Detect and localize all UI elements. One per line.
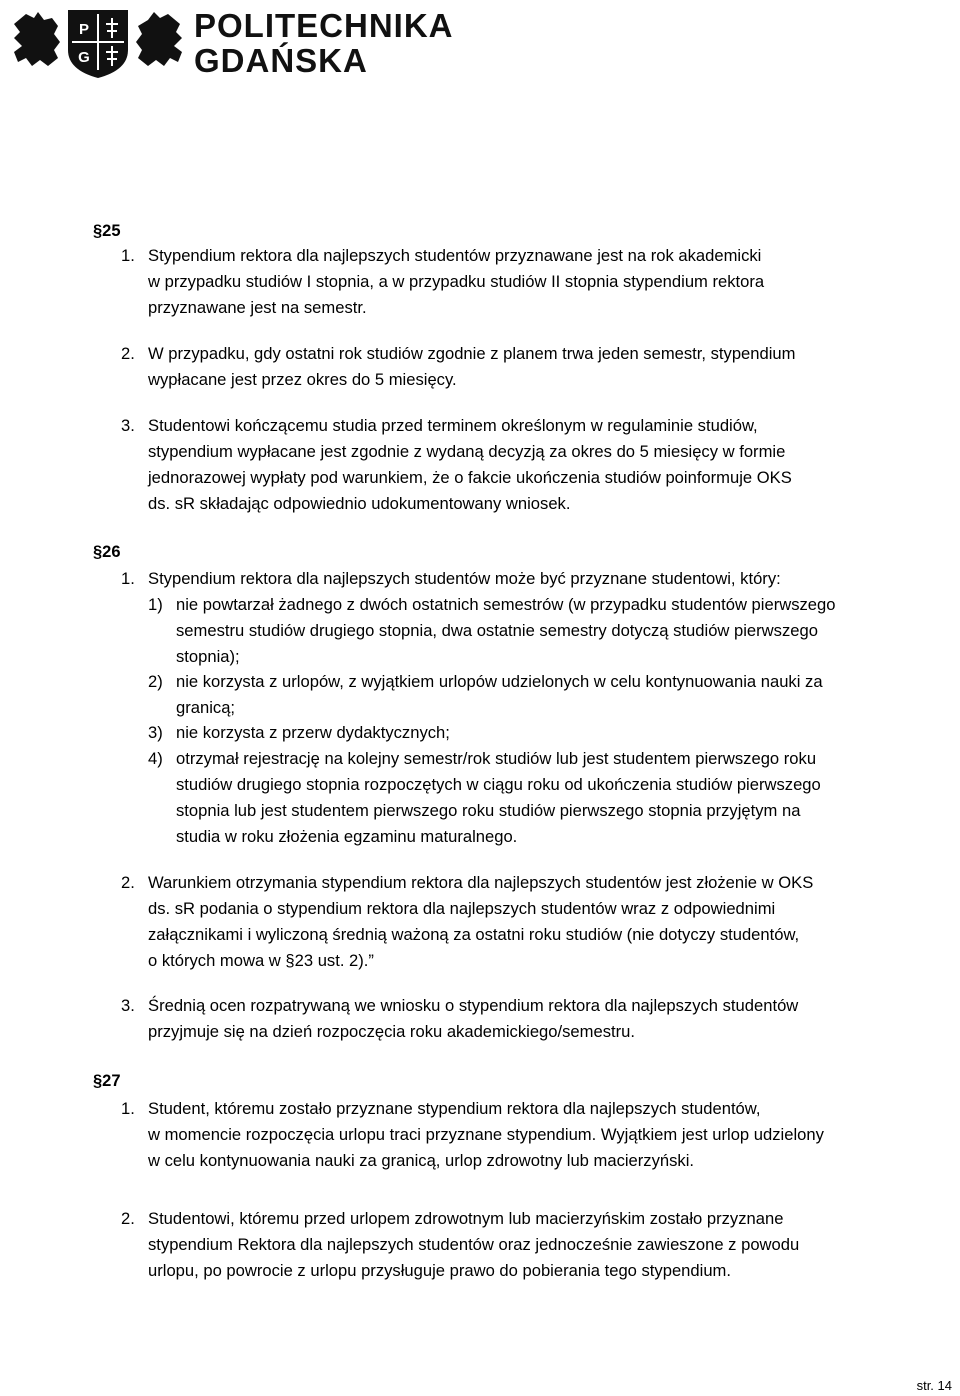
text-line: W przypadku, gdy ostatni rok studiów zgodnie z planem trwa jeden semestr, stypendium [148, 344, 796, 363]
section-heading-27: §27 [93, 1072, 121, 1090]
item-text [176, 669, 823, 721]
item-text [148, 341, 795, 393]
text-line: studia w roku złożenia egzaminu maturalnego. [176, 827, 518, 846]
text-line: stypendium Rektora dla najlepszych studentów oraz jednocześnie zawieszone z powodu [148, 1235, 800, 1254]
item-text [148, 243, 764, 321]
text-line: otrzymał rejestrację na kolejny semestr/rok studiów lub jest studentem pierwszego roku [176, 749, 817, 768]
item-text [148, 413, 792, 517]
item-text [148, 566, 781, 592]
text-line: stopnia); [176, 647, 240, 666]
text-line: Średnią ocen rozpatrywaną we wniosku o stypendium rektora dla najlepszych studentów [148, 996, 799, 1015]
item-text [148, 993, 798, 1045]
item-number: 3. [121, 996, 135, 1015]
text-line: ds. sR podania o stypendium rektora dla najlepszych studentów wraz z odpowiednimi [148, 899, 776, 918]
item-text [148, 870, 813, 974]
text-line: jednorazowej wypłaty pod warunkiem, że o fakcie ukończenia studiów poinformuje OKS [148, 468, 792, 487]
emblem-letter-g: G [78, 49, 90, 66]
section-heading-26: §26 [93, 543, 121, 561]
item-number: 2) [148, 672, 163, 691]
text-line: przyznawane jest na semestr. [148, 298, 367, 317]
logo-text-line-1: POLITECHNIKA [194, 7, 454, 44]
text-line: załącznikami i wyliczoną średnią ważoną za ostatni roku studiów (nie dotyczy studentów, [148, 925, 800, 944]
text-line: semestru studiów drugiego stopnia, dwa ostatnie semestry dotyczą studiów pierwszego [176, 621, 818, 640]
item-number: 1. [121, 246, 135, 265]
text-line: urlopu, po powrocie z urlopu przysługuje prawo do pobierania tego stypendium. [148, 1261, 731, 1280]
section-heading-25: §25 [93, 222, 121, 240]
item-number: 2. [121, 344, 135, 363]
text-line: Studentowi, któremu przed urlopem zdrowotnym lub macierzyńskim zostało przyznane [148, 1209, 784, 1228]
text-line: Studentowi kończącemu studia przed terminem określonym w regulaminie studiów, [148, 416, 758, 435]
item-number: 3. [121, 416, 135, 435]
emblem-letter-p: P [78, 21, 90, 38]
item-number: 1. [121, 569, 135, 588]
coat-of-arms-icon [8, 4, 188, 80]
text-line: o których mowa w §23 ust. 2).” [148, 951, 374, 970]
text-line: Warunkiem otrzymania stypendium rektora dla najlepszych studentów jest złożenie w OKS [148, 873, 814, 892]
text-line: wypłacane jest przez okres do 5 miesięcy. [148, 370, 457, 389]
item-number: 1. [121, 1099, 135, 1118]
item-number: 2. [121, 1209, 135, 1228]
text-line: nie korzysta z przerw dydaktycznych; [176, 723, 450, 742]
item-text [176, 720, 450, 746]
text-line: Stypendium rektora dla najlepszych studentów może być przyznane studentowi, który: [148, 569, 781, 588]
item-text [148, 1096, 824, 1174]
text-line: w momencie rozpoczęcia urlopu traci przyznane stypendium. Wyjątkiem jest urlop udzielony [148, 1125, 824, 1144]
text-line: studiów drugiego stopnia rozpoczętych w ciągu roku od ukończenia studiów pierwszego [176, 775, 821, 794]
item-text [148, 1206, 799, 1284]
item-number: 2. [121, 873, 135, 892]
text-line: w przypadku studiów I stopnia, a w przypadku studiów II stopnia stypendium rektora [148, 272, 765, 291]
item-text [176, 746, 821, 850]
text-line: Stypendium rektora dla najlepszych studentów przyznawane jest na rok akademicki [148, 246, 762, 265]
item-number: 4) [148, 749, 163, 768]
university-logo [8, 4, 454, 80]
item-text [176, 592, 835, 670]
item-number: 3) [148, 723, 163, 742]
text-line: stypendium wypłacane jest zgodnie z wydaną decyzją za okres do 5 miesięcy w formie [148, 442, 786, 461]
item-number: 1) [148, 595, 163, 614]
text-line: nie powtarzał żadnego z dwóch ostatnich semestrów (w przypadku studentów pierwszego [176, 595, 836, 614]
text-line: granicą; [176, 698, 236, 717]
text-line: stopnia lub jest studentem pierwszego roku studiów pierwszego stopnia przyjętym na [176, 801, 801, 820]
text-line: nie korzysta z urlopów, z wyjątkiem urlopów udzielonych w celu kontynuowania nauki za [176, 672, 823, 691]
text-line: Student, któremu zostało przyznane stypendium rektora dla najlepszych studentów, [148, 1099, 761, 1118]
text-line: przyjmuje się na dzień rozpoczęcia roku akademickiego/semestru. [148, 1022, 635, 1041]
page-number: str. 14 [916, 1378, 952, 1393]
logo-text-line-2: GDAŃSKA [194, 42, 368, 79]
text-line: ds. sR składając odpowiednio udokumentowany wniosek. [148, 494, 571, 513]
text-line: w celu kontynuowania nauki za granicą, urlop zdrowotny lub macierzyński. [148, 1151, 695, 1170]
